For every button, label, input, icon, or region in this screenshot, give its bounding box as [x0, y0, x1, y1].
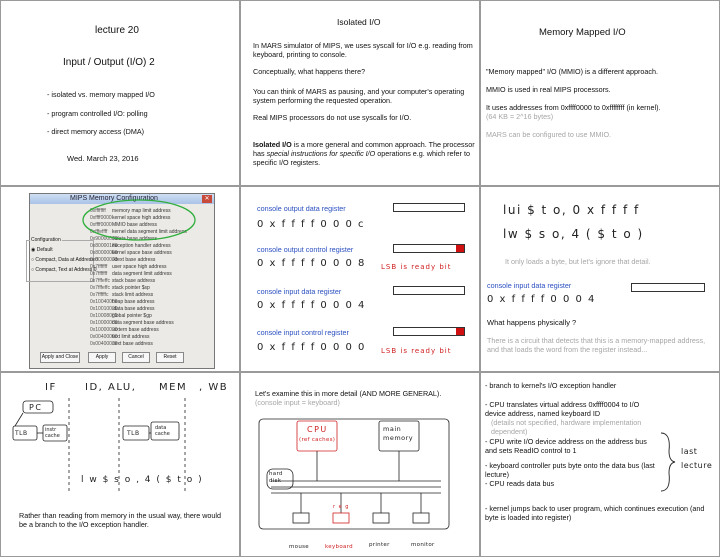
stage-label: , WB	[199, 382, 229, 393]
lecture-date: Wed. March 23, 2016	[67, 154, 139, 163]
memory-address: 0x7fffeffc	[90, 285, 111, 291]
slide-exception-steps	[480, 372, 720, 557]
slide-pipeline	[0, 372, 240, 557]
brace-annotation	[659, 431, 679, 493]
memory-description: global pointer $gp	[112, 313, 152, 319]
register-box	[393, 286, 465, 295]
memory-row	[90, 320, 210, 327]
memory-row	[90, 285, 210, 292]
slide-console-registers	[240, 186, 480, 372]
memory-address: 0x10040000	[90, 299, 118, 305]
step: - CPU reads data bus	[485, 479, 555, 488]
memory-address: 0x7ffffffc	[90, 292, 109, 298]
slide-lecture-title	[0, 0, 240, 186]
register-label: console output control register	[257, 245, 354, 254]
green-circle-annotation	[81, 197, 201, 247]
register-note: r e g	[333, 504, 350, 510]
radio-icon: ○	[31, 267, 36, 273]
memory-address: 0xfffeffff	[90, 229, 108, 235]
memory-address: 0x80000000	[90, 257, 118, 263]
stage-label: MEM	[159, 382, 188, 393]
memory-description: .data base address	[112, 306, 155, 312]
paragraph: In MARS simulator of MIPS, we uses syscall for I/O e.g. reading from keyboard, printing to console.	[253, 41, 473, 59]
slide-mars-memory-config	[0, 186, 240, 372]
radio-default[interactable]	[31, 247, 53, 254]
memory-row	[90, 271, 210, 278]
memory-description: .ktext base address	[112, 257, 156, 263]
register-label: console output data register	[257, 204, 346, 213]
memory-address: 0x90000000	[90, 236, 118, 242]
tlb-label: TLB	[15, 430, 28, 437]
italic-term: special instructions for specific I/O	[266, 149, 376, 158]
lsb-note: LSB is ready bit	[381, 347, 452, 355]
paragraph: It uses addresses from 0xffff0000 to 0xffffffff (in kernel).	[486, 103, 661, 112]
radio-label: Default	[36, 247, 53, 253]
memory-row	[90, 257, 210, 264]
topic-bullet: - direct memory access (DMA)	[47, 127, 145, 136]
memory-description: exception handler address	[112, 243, 171, 249]
memory-address: 0x00400000	[90, 341, 118, 347]
slide-isolated-io	[240, 0, 480, 186]
device-label: printer	[369, 542, 390, 548]
paragraph: Real MIPS processors do not use syscalls for I/O.	[253, 113, 412, 122]
memory-row	[90, 334, 210, 341]
instr-cache-label: instr cache	[45, 427, 60, 439]
register-address: 0 x f f f f 0 0 0 4	[257, 300, 366, 311]
memory-row	[90, 292, 210, 299]
caption: Rather than reading from memory in the usual way, there would be a branch to the I/O exception handler.	[19, 511, 222, 529]
step: - CPU translates virtual address 0xffff0004 to I/O device address, named keyboard ID	[485, 400, 640, 418]
cancel-button[interactable]: Cancel	[122, 352, 150, 363]
step: - keyboard controller puts byte onto the data bus (last lecture)	[485, 461, 655, 479]
paragraph-part: operations e.g. which refer to specific I/O registers.	[253, 149, 470, 167]
device-label: monitor	[411, 542, 435, 548]
cpu-note: (ref caches)	[299, 437, 336, 443]
memory-label: main memory	[383, 425, 414, 442]
gray-note: (console input = keyboard)	[255, 398, 340, 407]
stage-label: ID, ALU,	[85, 382, 137, 393]
slide-lui-lw-example	[480, 186, 720, 372]
paragraph-part: is a more general and common approach. The processor has	[253, 140, 475, 158]
memory-description: .text base address	[112, 341, 153, 347]
memory-address: 0xffff0000	[90, 222, 112, 228]
memory-address: 0x7fffffff	[90, 264, 108, 270]
register-label: console input data register	[257, 287, 342, 296]
brace-note: last lecture	[681, 447, 713, 470]
paragraph: "Memory mapped" I/O (MMIO) is a different approach.	[486, 67, 658, 76]
code-line: lw $ s o, 4 ( $ t o )	[503, 227, 644, 241]
radio-label: Compact, Data at Address 0	[35, 257, 98, 263]
dialog-title: MIPS Memory Configuration	[70, 195, 158, 202]
slide-bus-diagram	[240, 372, 480, 557]
memory-address: 0x00400000	[90, 334, 118, 340]
apply-close-button[interactable]: Apply and Close	[40, 352, 80, 363]
memory-description: stack base address	[112, 278, 156, 284]
register-address: 0 x f f f f 0 0 0 0	[257, 342, 366, 353]
ready-bit	[456, 328, 464, 335]
close-icon[interactable]: ✕	[202, 195, 212, 203]
lsb-note: LSB is ready bit	[381, 263, 452, 271]
radio-icon: ○	[31, 257, 36, 263]
memory-description: kernel space base address	[112, 250, 172, 256]
memory-description: .kdata base address	[112, 236, 158, 242]
memory-row	[90, 250, 210, 257]
paragraph: You can think of MARS as pausing, and your computer's operating system performing the requested operation.	[253, 87, 465, 105]
memory-row	[90, 264, 210, 271]
register-box	[393, 327, 465, 336]
memory-address: 0xffffffff	[90, 208, 106, 214]
step: - kernel jumps back to user program, which continues execution (and byte is loaded into register)	[485, 504, 705, 522]
register-label: console input control register	[257, 328, 349, 337]
gray-note: (details not specified, hardware implementation dependent)	[491, 418, 642, 436]
apply-button[interactable]: Apply	[88, 352, 116, 363]
memory-address: 0x10010000	[90, 306, 118, 312]
code-line: lui $ t o, 0 x f f f f	[503, 203, 640, 217]
memory-address: 0x10008000	[90, 313, 118, 319]
pipeline-sketch	[1, 373, 240, 557]
data-cache-label: data cache	[155, 425, 170, 437]
memory-description: data segment base address	[112, 320, 174, 326]
code-line: l w $ s o , 4 ( $ t o )	[81, 475, 204, 485]
tlb-label: TLB	[127, 430, 140, 437]
bold-term: Isolated I/O	[253, 140, 292, 149]
memory-address: 0x10000000	[90, 320, 118, 326]
memory-address: 0x7fffffff	[90, 271, 108, 277]
memory-description: .extern base address	[112, 327, 159, 333]
memory-address: 0x80000000	[90, 250, 118, 256]
disk-label: hard disk	[269, 471, 283, 484]
paragraph: MMIO is used in real MIPS processors.	[486, 85, 611, 94]
memory-description: memory map limit address	[112, 208, 171, 214]
memory-description: stack limit address	[112, 292, 154, 298]
memory-description: heap base address	[112, 299, 155, 305]
register-address: 0 x f f f f 0 0 0 8	[257, 258, 366, 269]
gray-note: (64 KB = 2^16 bytes)	[486, 112, 554, 121]
memory-description: kernel data segment limit address	[112, 229, 187, 235]
memory-description: user space high address	[112, 264, 167, 270]
device-label: mouse	[289, 544, 309, 550]
memory-description: text limit address	[112, 334, 150, 340]
register-box	[393, 203, 465, 212]
gray-note: It only loads a byte, but let's ignore that detail.	[505, 257, 651, 266]
radio-compact-data[interactable]	[31, 257, 98, 264]
memory-row	[90, 299, 210, 306]
radio-label: Compact, Text at Address 0	[35, 267, 97, 273]
reset-button[interactable]: Reset	[156, 352, 184, 363]
radio-selected-icon: ◉	[31, 247, 37, 253]
slide-title: Let's examine this in more detail (AND MORE GENERAL).	[255, 389, 442, 398]
register-box	[631, 283, 705, 292]
slide-title: Isolated I/O	[337, 17, 381, 27]
slide-title: Memory Mapped I/O	[539, 27, 626, 38]
bus-sketch	[241, 373, 480, 557]
stage-label: IF	[45, 382, 57, 393]
memory-address: 0x80000180	[90, 243, 118, 249]
memory-description: MMIO base address	[112, 222, 158, 228]
register-label: console input data register	[487, 281, 572, 290]
register-box	[393, 244, 465, 253]
memory-address: 0x7fffeffc	[90, 278, 111, 284]
question: What happens physically ?	[487, 318, 577, 327]
memory-description: stack pointer $sp	[112, 285, 150, 291]
isolated-io-paragraph	[253, 140, 475, 167]
topic-bullet: - program controlled I/O: polling	[47, 109, 148, 118]
topic-bullet: - isolated vs. memory mapped I/O	[47, 90, 155, 99]
gray-paragraph: There is a circuit that detects that this is a memory-mapped address, and that loads the word from the register instead...	[487, 336, 706, 354]
lecture-number: lecture 20	[95, 25, 139, 36]
slide-memory-mapped-io	[480, 0, 720, 186]
configuration-label: Configuration	[31, 237, 61, 243]
memory-row	[90, 278, 210, 285]
register-address: 0 x f f f f 0 0 0 c	[257, 219, 366, 230]
memory-row	[90, 313, 210, 320]
radio-compact-text[interactable]	[31, 267, 96, 274]
gray-note: MARS can be configured to use MMIO.	[486, 130, 612, 139]
paragraph: Conceptually, what happens there?	[253, 67, 366, 76]
memory-address: 0xffff0000	[90, 215, 112, 221]
memory-description: data segment limit address	[112, 271, 172, 277]
device-label: keyboard	[325, 544, 353, 550]
pc-register: PC	[29, 403, 43, 412]
lecture-topic: Input / Output (I/O) 2	[63, 57, 155, 68]
cpu-label: CPU	[307, 425, 328, 434]
memory-row	[90, 327, 210, 334]
memory-row	[90, 306, 210, 313]
register-address: 0 x f f f f 0 0 0 4	[487, 294, 596, 305]
memory-address: 0x10000000	[90, 327, 118, 333]
step: - branch to kernel's I/O exception handler	[485, 381, 617, 390]
step: - CPU write I/O device address on the address bus and sets ReadIO control to 1	[485, 437, 647, 455]
memory-row	[90, 341, 210, 348]
memory-description: kernel space high address	[112, 215, 171, 221]
ready-bit	[456, 245, 464, 252]
